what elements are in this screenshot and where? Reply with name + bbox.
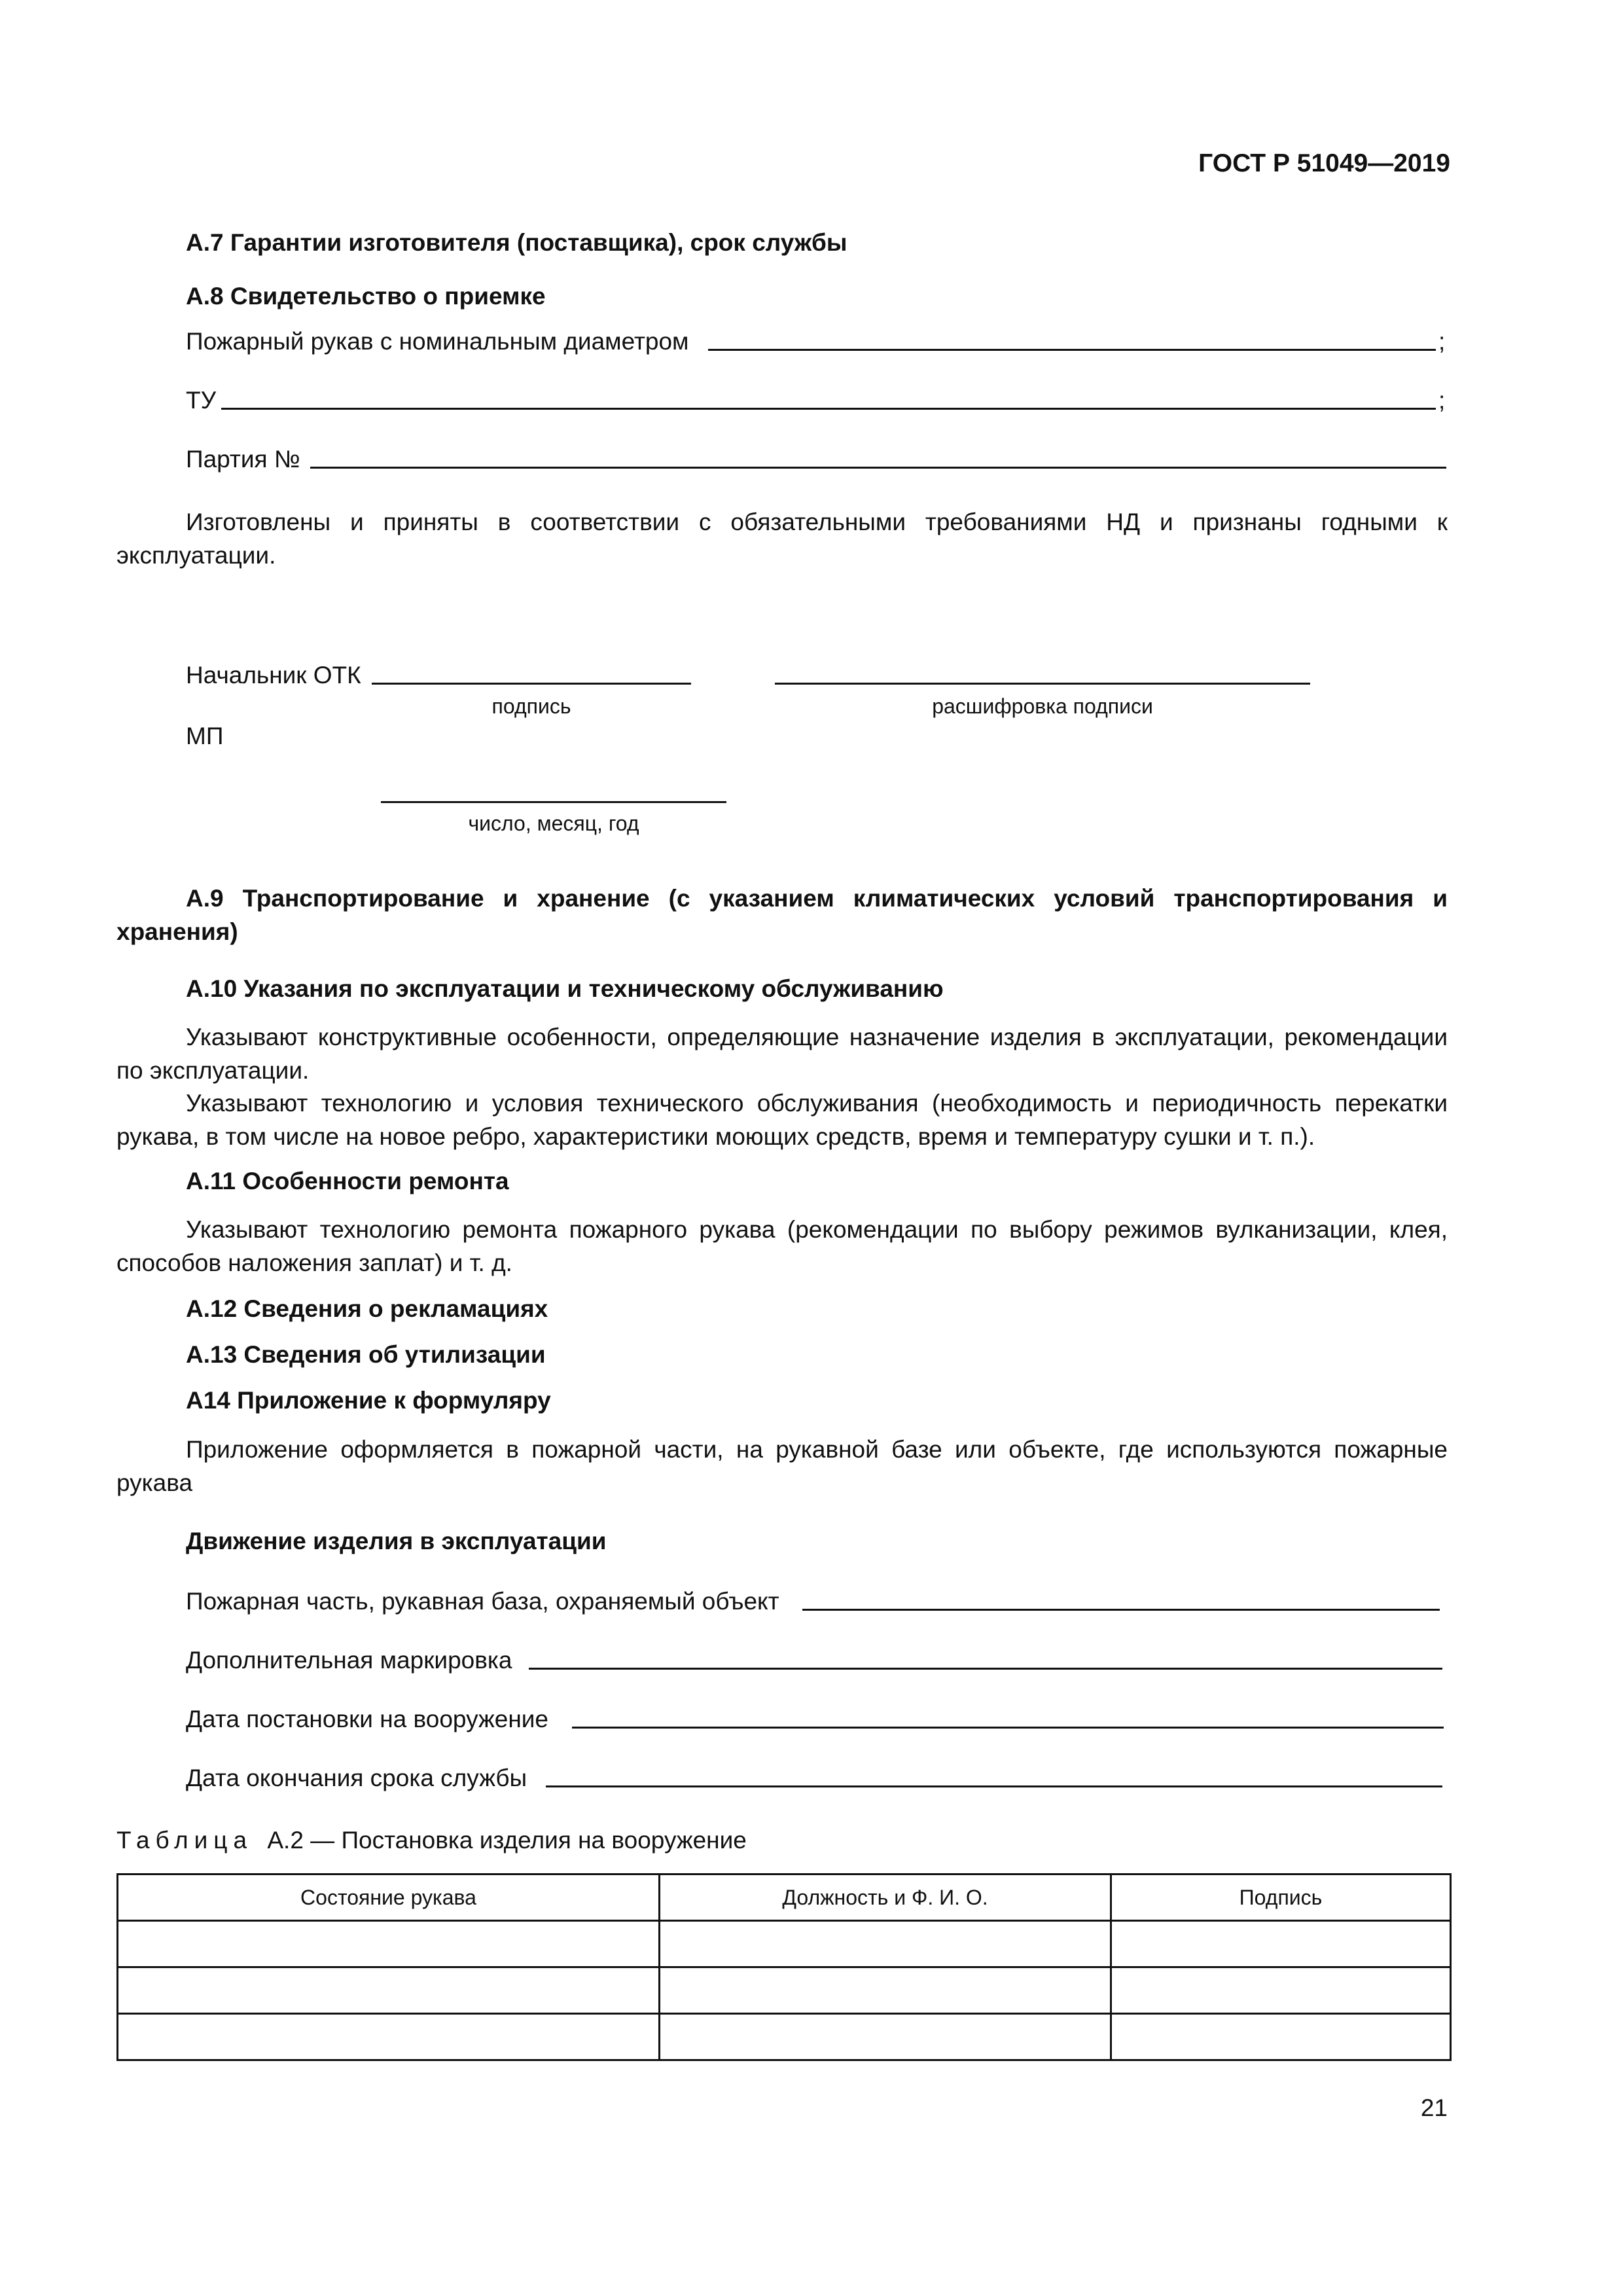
hose-diameter-label: Пожарный рукав с номинальным диаметром	[186, 328, 689, 355]
hose-diameter-line[interactable]	[708, 349, 1436, 351]
a10-paragraph-1	[116, 1020, 1448, 1087]
commissioning-date-label: Дата постановки на вооружение	[186, 1706, 549, 1732]
commissioning-table	[116, 1873, 1452, 2061]
movement-heading: Движение изделия в эксплуатации	[186, 1528, 607, 1554]
a10-paragraph-2-text: Указывают технологию и условия технического обслуживания (необходимость и периодичность перекатки рукава, в том числе на новое ребро, характеристики моющих средств, время и температуру сушки и т. п.).	[116, 1090, 1448, 1150]
page-number: 21	[1420, 2094, 1448, 2121]
unit-label: Пожарная часть, рукавная база, охраняемый объект	[186, 1588, 779, 1615]
table-caption-text: А.2 — Постановка изделия на вооружение	[267, 1827, 747, 1854]
table-header-row	[118, 1874, 1451, 1921]
table-caption	[116, 1824, 747, 1857]
end-of-life-date-line[interactable]	[546, 1785, 1442, 1787]
document-code: ГОСТ Р 51049—2019	[1198, 149, 1450, 177]
table-header-cell: Должность и Ф. И. О.	[660, 1874, 1111, 1921]
section-a14-heading: А14 Приложение к формуляру	[186, 1387, 551, 1414]
table-cell[interactable]	[660, 1967, 1111, 2014]
marking-line[interactable]	[529, 1668, 1442, 1670]
section-a10-heading: А.10 Указания по эксплуатации и техническому обслуживанию	[186, 975, 944, 1002]
section-a12-heading: А.12 Сведения о рекламациях	[186, 1295, 548, 1322]
unit-line[interactable]	[802, 1609, 1440, 1611]
date-line[interactable]	[381, 801, 726, 803]
table-cell[interactable]	[660, 1921, 1111, 1967]
table-row	[118, 1967, 1451, 2014]
tu-line[interactable]	[221, 408, 1436, 410]
end-of-life-date-label: Дата окончания срока службы	[186, 1765, 527, 1791]
table-caption-word: Таблица	[116, 1827, 253, 1854]
acceptance-statement-text: Изготовлены и приняты в соответствии с обязательными требованиями НД и признаны годными к эксплуатации.	[116, 509, 1448, 569]
signature-decoding-caption: расшифровка подписи	[932, 694, 1153, 718]
batch-line[interactable]	[310, 467, 1446, 469]
a14-paragraph	[116, 1433, 1448, 1499]
section-a11-heading: А.11 Особенности ремонта	[186, 1168, 509, 1194]
stamp-label: МП	[186, 723, 224, 749]
tu-label: ТУ	[186, 387, 217, 414]
section-a8-heading: А.8 Свидетельство о приемке	[186, 283, 546, 310]
table-header-cell: Состояние рукава	[118, 1874, 660, 1921]
tu-semicolon: ;	[1438, 387, 1446, 414]
a10-paragraph-1-text: Указывают конструктивные особенности, определяющие назначение изделия в эксплуатации, рекомендации по эксплуатации.	[116, 1024, 1448, 1084]
table-cell[interactable]	[1111, 2014, 1451, 2060]
section-a13-heading: А.13 Сведения об утилизации	[186, 1341, 546, 1368]
table-row	[118, 2014, 1451, 2060]
table-header-cell: Подпись	[1111, 1874, 1451, 1921]
section-a9-text: А.9 Транспортирование и хранение (с указанием климатических условий транспортирования и хранения)	[116, 885, 1448, 945]
a11-paragraph-text: Указывают технологию ремонта пожарного рукава (рекомендации по выбору режимов вулканизации, клея, способов наложения заплат) и т. д.	[116, 1216, 1448, 1276]
acceptance-statement	[116, 505, 1448, 572]
table-cell[interactable]	[118, 1967, 660, 2014]
table-cell[interactable]	[1111, 1967, 1451, 2014]
table-cell[interactable]	[660, 2014, 1111, 2060]
a11-paragraph	[116, 1213, 1448, 1280]
date-caption: число, месяц, год	[468, 812, 639, 835]
signature-line[interactable]	[372, 683, 691, 685]
table-cell[interactable]	[118, 2014, 660, 2060]
section-a9-heading	[116, 882, 1448, 948]
signature-caption: подпись	[491, 694, 571, 718]
section-a7-heading: А.7 Гарантии изготовителя (поставщика), срок службы	[186, 229, 847, 256]
table-cell[interactable]	[1111, 1921, 1451, 1967]
hose-diameter-semicolon: ;	[1438, 328, 1446, 355]
signature-decoding-line[interactable]	[775, 683, 1310, 685]
table-cell[interactable]	[118, 1921, 660, 1967]
a14-paragraph-text: Приложение оформляется в пожарной части, на рукавной базе или объекте, где используются пожарные рукава	[116, 1436, 1448, 1496]
marking-label: Дополнительная маркировка	[186, 1647, 512, 1674]
batch-label: Партия №	[186, 446, 300, 473]
commissioning-date-line[interactable]	[572, 1727, 1444, 1729]
a10-paragraph-2	[116, 1086, 1448, 1153]
table-row	[118, 1921, 1451, 1967]
otk-chief-label: Начальник ОТК	[186, 662, 361, 689]
